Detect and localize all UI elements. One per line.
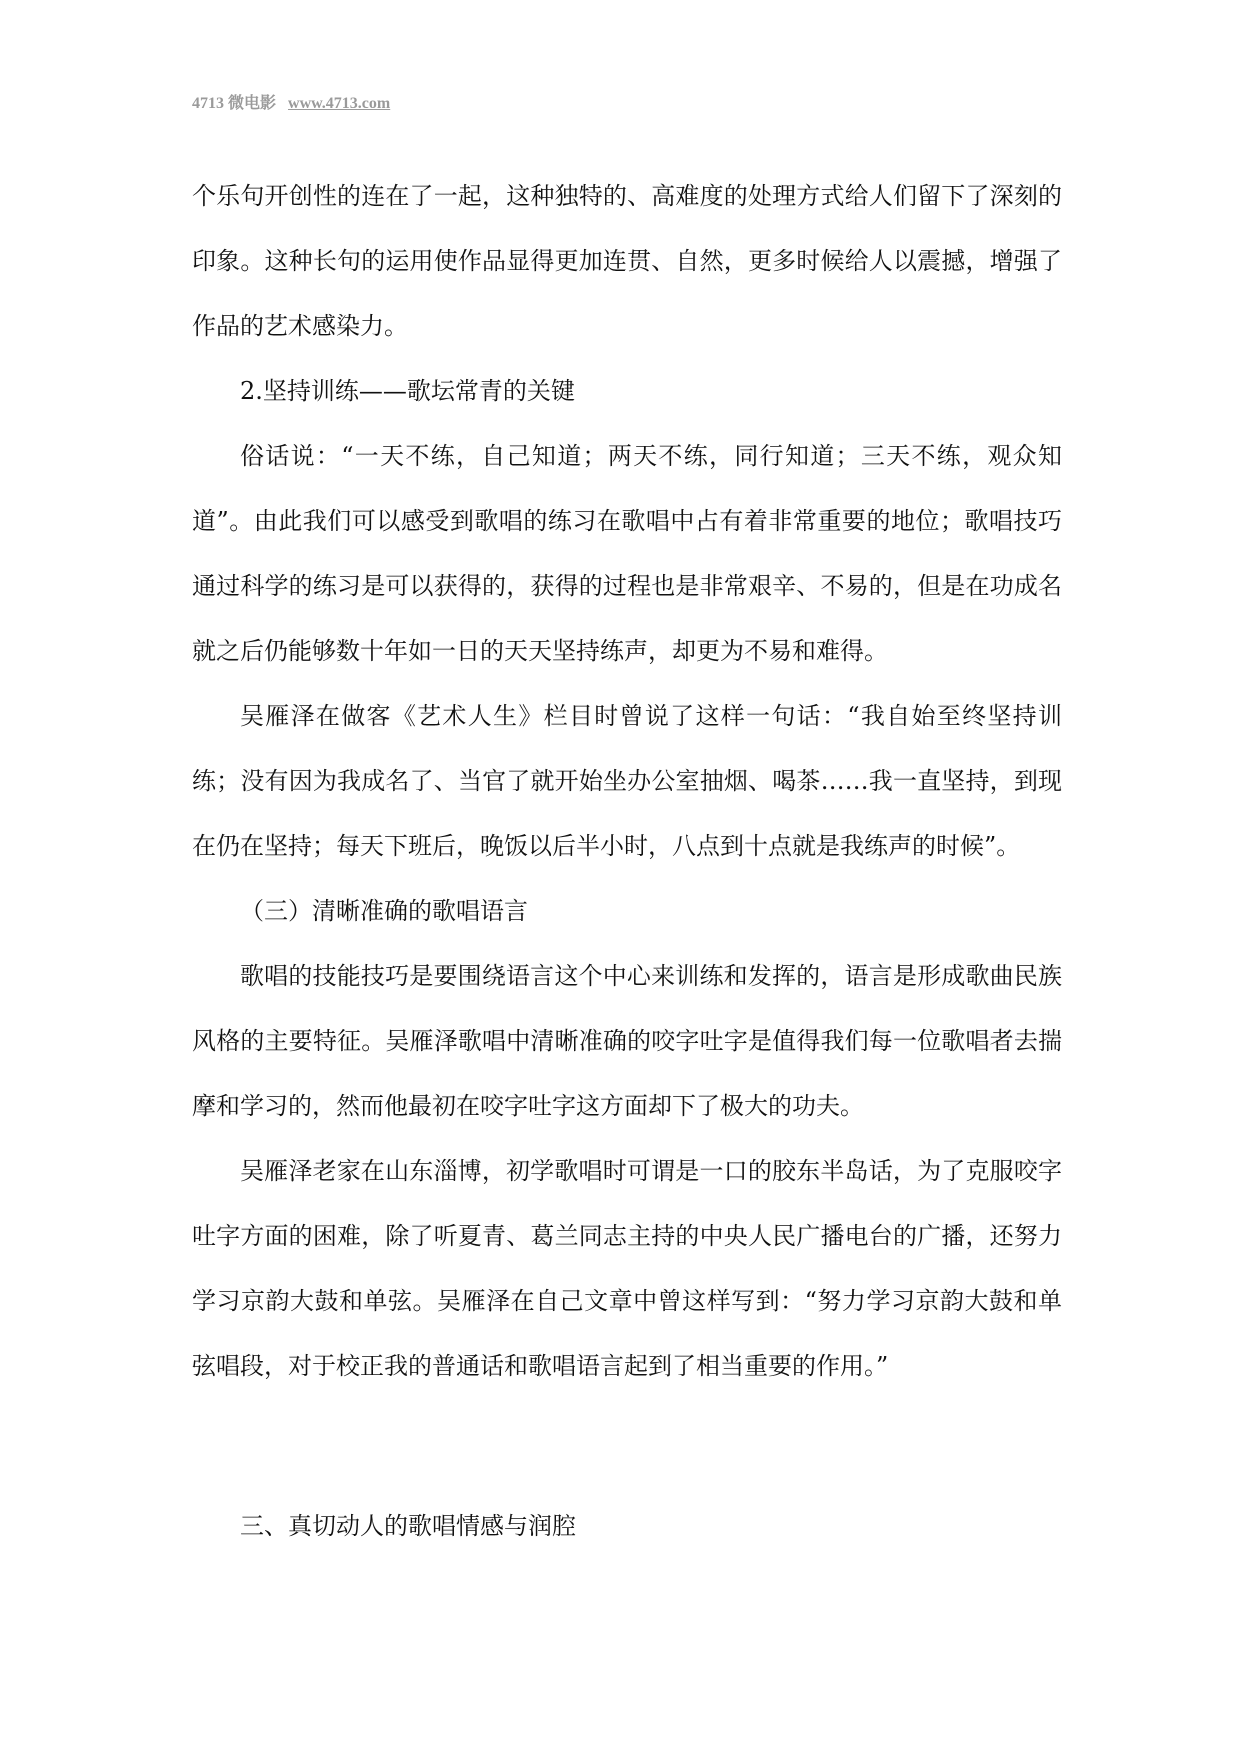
- header-site-url[interactable]: www.4713.com: [288, 95, 391, 112]
- paragraph-continued: 个乐句开创性的连在了一起，这种独特的、高难度的处理方式给人们留下了深刻的印象。这种长句的运用使作品显得更加连贯、自然，更多时候给人以震撼，增强了作品的艺术感染力。: [192, 182, 1062, 340]
- page-header: [192, 90, 390, 113]
- paragraph-body: 俗话说：“一天不练，自己知道；两天不练，同行知道；三天不练，观众知道”。由此我们可以感受到歌唱的练习在歌唱中占有着非常重要的地位；歌唱技巧通过科学的练习是可以获得的，获得的过程也是非常艰辛、不易的，但是在功成名就之后仍能够数十年如一日的天天坚持练声，却更为不易和难得。: [192, 442, 1062, 665]
- header-site-name: 4713 微电影: [192, 95, 277, 112]
- paragraph-body: 歌唱的技能技巧是要围绕语言这个中心来训练和发挥的，语言是形成歌曲民族风格的主要特征。吴雁泽歌唱中清晰准确的咬字吐字是值得我们每一位歌唱者去揣摩和学习的，然而他最初在咬字吐字这方面却下了极大的功夫。: [192, 962, 1062, 1120]
- document-body: [192, 164, 1062, 1559]
- section-heading-emotion: 三、真切动人的歌唱情感与润腔: [240, 1512, 576, 1540]
- paragraph-body: 吴雁泽老家在山东淄博，初学歌唱时可谓是一口的胶东半岛话，为了克服咬字吐字方面的困难，除了听夏青、葛兰同志主持的中央人民广播电台的广播，还努力学习京韵大鼓和单弦。吴雁泽在自己文章中曾这样写到：“努力学习京韵大鼓和单弦唱段，对于校正我的普通话和歌唱语言起到了相当重要的作用。”: [192, 1157, 1062, 1380]
- subheading-persistent-training: 2.坚持训练——歌坛常青的关键: [240, 377, 575, 405]
- subheading-singing-language: （三）清晰准确的歌唱语言: [240, 897, 528, 925]
- paragraph-body: 吴雁泽在做客《艺术人生》栏目时曾说了这样一句话：“我自始至终坚持训练；没有因为我成名了、当官了就开始坐办公室抽烟、喝茶……我一直坚持，到现在仍在坚持；每天下班后，晚饭以后半小时，八点到十点就是我练声的时候”。: [192, 702, 1062, 860]
